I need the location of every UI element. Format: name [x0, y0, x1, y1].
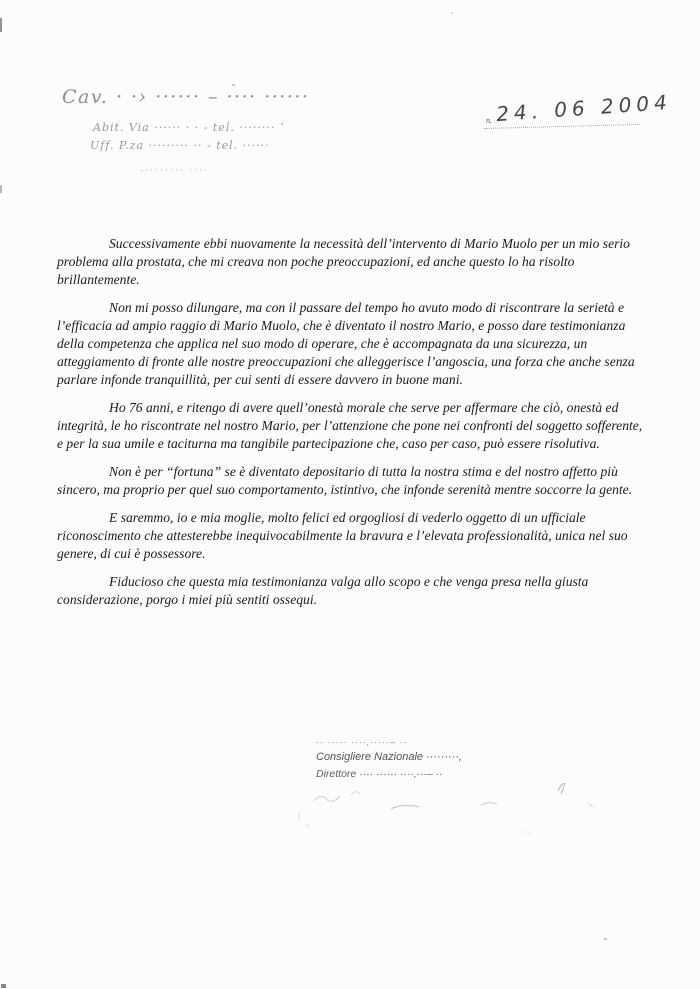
scan-edge-artifact	[0, 185, 2, 193]
date-number-prefix: n.	[486, 116, 492, 125]
signature-block	[316, 737, 616, 780]
handwritten-date: 24. 06 2004	[495, 89, 673, 127]
letterhead-home-line	[93, 121, 284, 134]
signature-redacted-line: ·· ····· ····‚·····– ··	[316, 737, 408, 747]
letterhead-title-redacted: · ·› ······ – ···· ······	[115, 86, 310, 108]
scan-speck	[1, 984, 6, 988]
letterhead-home-redacted: ······ · · ‑ tel. ········ ʼ	[154, 121, 285, 134]
paragraph: Ho 76 anni, e ritengo di avere quell’onestà morale che serve per affermare che ciò, onestà ed integrità, le ho riscontrate nel nostro Mario, per l’attenzione che pone nei confronti del soggetto sofferente, e per la sua umile e taciturna ma tangibile partecipazione che, caso per caso, può essere risolutiva.	[57, 400, 643, 451]
scan-speck	[232, 84, 235, 86]
letterhead-title-line	[62, 86, 309, 108]
letterhead-office-redacted: ········· ·· ‑ tel. ······	[148, 139, 270, 152]
scan-speck	[604, 938, 607, 940]
paragraph: E saremmo, io e mia moglie, molto felici ed orgogliosi di vederlo oggetto di un ufficiale riconoscimento che attesterebbe inequivocabilmente la bravura e l’elevata professionalità, unica nel suo genere, di cui è possessore.	[57, 510, 628, 561]
letterhead-office-line	[90, 139, 270, 152]
paragraph: Non mi posso dilungare, ma con il passare del tempo ho avuto modo di riscontrare la serietà e l’efficacia ad ampio raggio di Mario Muolo, che è diventato il nostro Mario, e posso dare testimonianza della competenza che applica nel suo modo di operare, che è accompagnata da una sicurezza, un atteggiamento di fronte alle nostre preoccupazioni che alleggerisce l’angoscia, una forza che anche senza parlare infonde tranquillità, per cui senti di essere davvero in buone mani.	[57, 300, 635, 387]
scan-edge-artifact	[0, 18, 2, 32]
paragraph: Fiducioso che questa mia testimonianza valga allo scopo e che venga presa nella giusta considerazione, porgo i miei più sentiti ossequi.	[57, 574, 589, 607]
paragraph: Successivamente ebbi nuovamente la necessità dell’intervento di Mario Muolo per un mio serio problema alla prostata, che mi creava non poche preoccupazioni, ed anche questo lo ha risolto brillantemente.	[57, 236, 630, 287]
signature-title-line: Consigliere Nazionale ·········‚	[316, 751, 462, 763]
letterhead-title-label: Cav.	[62, 86, 109, 108]
signature-director-line: Direttore ···· ······ ····‚···– ··	[316, 768, 443, 780]
letterhead-office-label: Uff. P.za	[90, 139, 145, 152]
paragraph: Non è per “fortuna” se è diventato depositario di tutta la nostra stima e del nostro affetto più sincero, ma proprio per quel suo comportamento, istintivo, che infonde serenità mentre soccorre la gente.	[57, 464, 633, 497]
signature-scribble	[296, 783, 606, 843]
letterhead-home-label: Abit. Via	[93, 121, 150, 134]
letter-body	[57, 235, 649, 619]
date-stamp	[478, 89, 673, 134]
letterhead-divider-redacted: ‑········ ····	[140, 165, 210, 175]
scan-speck	[451, 12, 453, 14]
